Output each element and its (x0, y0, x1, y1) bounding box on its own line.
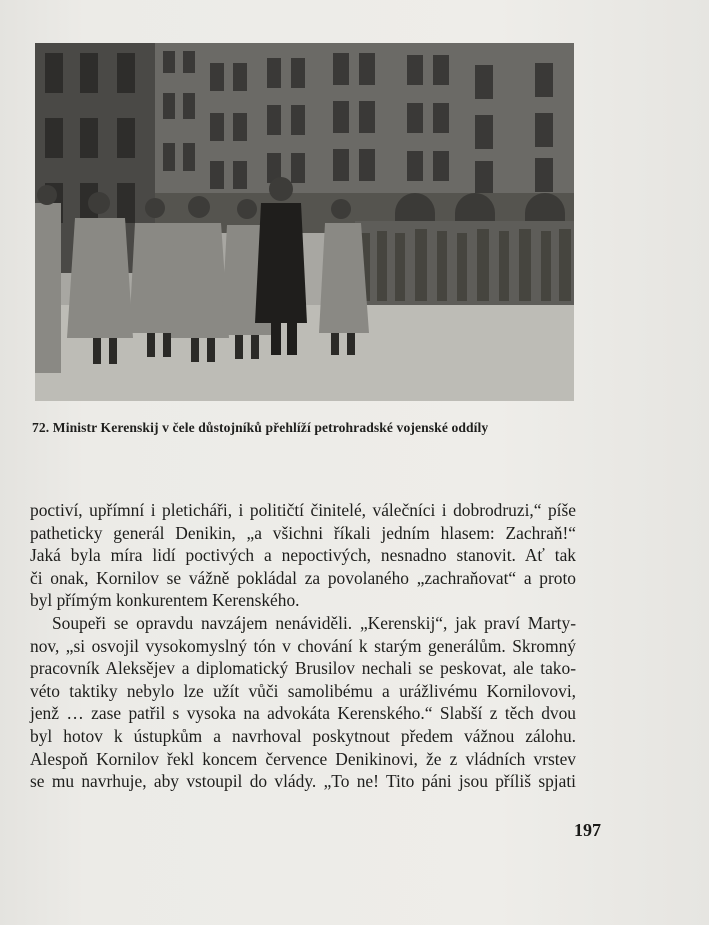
text-line: Soupeři se opravdu navzájem nenáviděli. „Kerenskij“, jak praví Marty- (52, 612, 576, 633)
historical-photograph (35, 43, 574, 401)
text-line: Alespoň Kornilov řekl koncem července Denikinovi, že z vládních vrstev (30, 748, 576, 769)
text-line: nov, „si osvojil vysokomyslný tón v chování k starým generálům. Skromný (30, 635, 576, 656)
text-line: se mu navrhuje, aby vstoupil do vlády. „To ne! Tito páni jsou příliš spjati (30, 771, 576, 792)
text-line: Jaká byla míra lidí poctivých a nepoctivých, nesnadno stanovit. Ať tak (30, 545, 576, 566)
text-line: byl přímým konkurentem Kerenského. (30, 590, 300, 611)
page-number: 197 (574, 820, 601, 840)
text-line: jenž … zase patřil s vysoka na advokáta Kerenského.“ Slabší z těch dvou (30, 703, 576, 724)
text-line: véto taktiky nebylo lze užít vůči samolibému a urážlivému Kornilovovi, (30, 680, 576, 701)
text-line: pracovník Aleksějev a diplomatický Brusilov nechali se peskovat, ale tako- (30, 658, 576, 679)
figure-caption: 72. Ministr Kerenskij v čele důstojníků přehlíží petrohradské vojenské oddíly (32, 420, 489, 435)
text-line: byl hotov k ústupkům a navrhoval poskytnout předem vážnou zálohu. (30, 725, 576, 746)
text-line: či onak, Kornilov se vážně pokládal za povolaného „zachraňovat“ a proto (30, 567, 576, 588)
text-line: poctiví, upřímní i pleticháři, i političtí činitelé, válečníci i dobrodruzi,“ píše (30, 500, 576, 520)
body-text (30, 499, 576, 793)
text-line: patheticky generál Denikin, „a všichni říkali jedním hlasem: Zachraň!“ (30, 522, 576, 543)
